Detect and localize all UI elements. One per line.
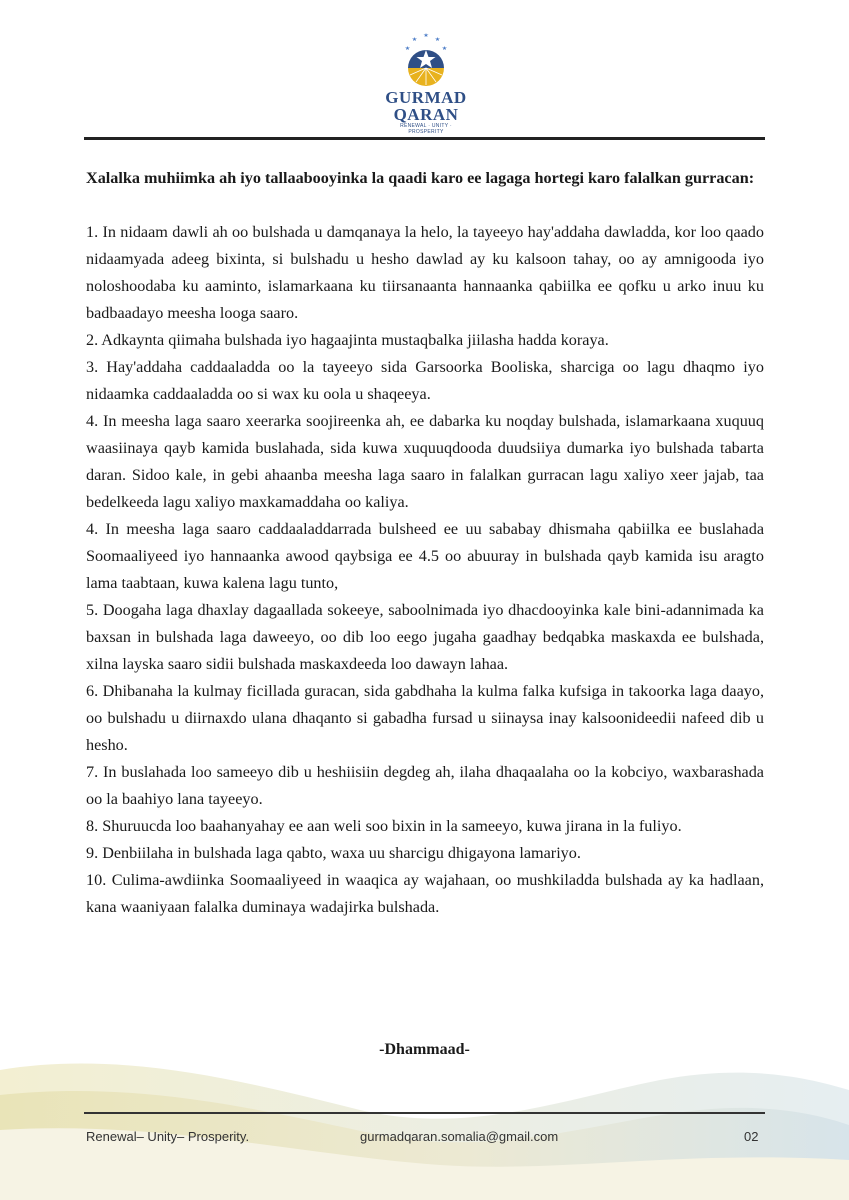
list-item: 6. Dhibanaha la kulmay ficillada guracan, sida gabdhaha la kulma falka kufsiga in takoorka laga daayo, oo bulshadu u diirnaxdo ulana dhaqanto si gabadha fursad u siinaysa inay kalsoonideedii nafeed dib u hesho. [86,682,764,754]
list-item: 5. Doogaha laga dhaxlay dagaallada sokeeye, saboolnimada iyo dhacdooyinka kale bini-adannimada ka baxsan in bulshada laga daweeyo, oo dib loo eego jugaha gaadhay bedqabka maskaxda ee bulshada, xilna layska saaro sidii bulshada maskaxdeeda loo dawayn lahaa. [86,601,764,673]
decorative-wave-background [0,1040,849,1200]
header-divider [84,137,765,140]
list-item: 4. In meesha laga saaro xeerarka soojireenka ah, ee dabarka ku noqday bulshada, islamarkaana xuquuq waasiinaya qayb kamida buslahada, sida kuwa xuquuqdooda duudsiiya dumarka iyo bulshada tabarta daran. Sidoo kale, in gebi ahaanba meesha laga saaro in falalkan gurracan lagu xaliyo xeer jajab, taa bedelkeeda lagu xaliyo maxkamaddaha oo kaliya. [86,412,764,511]
page-number: 02 [744,1129,759,1144]
logo-emblem-icon [396,30,456,88]
list-item: 3. Hay'addaha caddaaladda oo la tayeeyo sida Garsoorka Booliska, sharciga oo lagu dhaqmo iyo nidaamka caddaaladda oo si wax ku oola u shaqeeya. [86,358,764,403]
logo-tagline: RENEWAL · UNITY · PROSPERITY [400,123,452,135]
list-item: 9. Denbiilaha in bulshada laga qabto, waxa uu sharcigu dhigayona lamariyo. [86,844,581,862]
list-item: 7. In buslahada loo sameeyo dib u heshiisiin degdeg ah, ilaha dhaqaalaha oo la kobciyo, waxbarashada oo la baahiyo lana tayeeyo. [86,763,764,808]
footer-divider [84,1112,765,1114]
footer-motto: Renewal– Unity– Prosperity. [86,1129,250,1144]
document-body [86,165,764,921]
section-heading: Xalalka muhiimka ah iyo tallaabooyinka la qaadi karo ee lagaga hortegi karo falalkan gurracan: [86,169,755,187]
footer-email-link[interactable]: gurmadqaran.somalia@gmail.com [360,1129,559,1144]
list-item: 10. Culima-awdiinka Soomaaliyeed in waaqica ay wajahaan, oo mushkiladda bulshada ay ka hadlaan, kana waaniyaan falalka duminaya wadajirka bulshada. [86,871,764,916]
logo-name-line1: GURMAD [385,88,467,107]
list-item: 8. Shuruucda loo baahanyahay ee aan weli soo bixin in la sameeyo, kuwa jirana in la fuliyo. [86,817,682,835]
closing-signoff: -Dhammaad- [379,1041,470,1058]
list-item: 1. In nidaam dawli ah oo bulshada u damqanaya la helo, la tayeeyo hay'addaha dawladda, kor loo qaado nidaamyada adeeg bixinta, si bulshadu u hesho dawlad ay ku kalsoon tahay, oo ay amnigooda iyo noloshoodaba ku aaminto, islamarkaana ku tiirsanaanta hannaanka qabiilka ee qofku u arko inuu ku badbaadayo meesha looga saaro. [86,223,764,322]
logo-name-line2: QARAN [393,105,459,124]
list-item: 4. In meesha laga saaro caddaaladdarrada bulsheed ee uu sababay dhismaha qabiilka ee buslahada Soomaaliyeed iyo hannaanka awood qaybsiga ee 4.5 oo abuuray in bulshada qayb kamida isu aragto lama taabtaan, kuwa kalena lagu tunto, [86,520,764,592]
list-item: 2. Adkaynta qiimaha bulshada iyo hagaajinta mustaqbalka jiilasha hadda koraya. [86,331,609,349]
organization-logo [384,30,468,135]
